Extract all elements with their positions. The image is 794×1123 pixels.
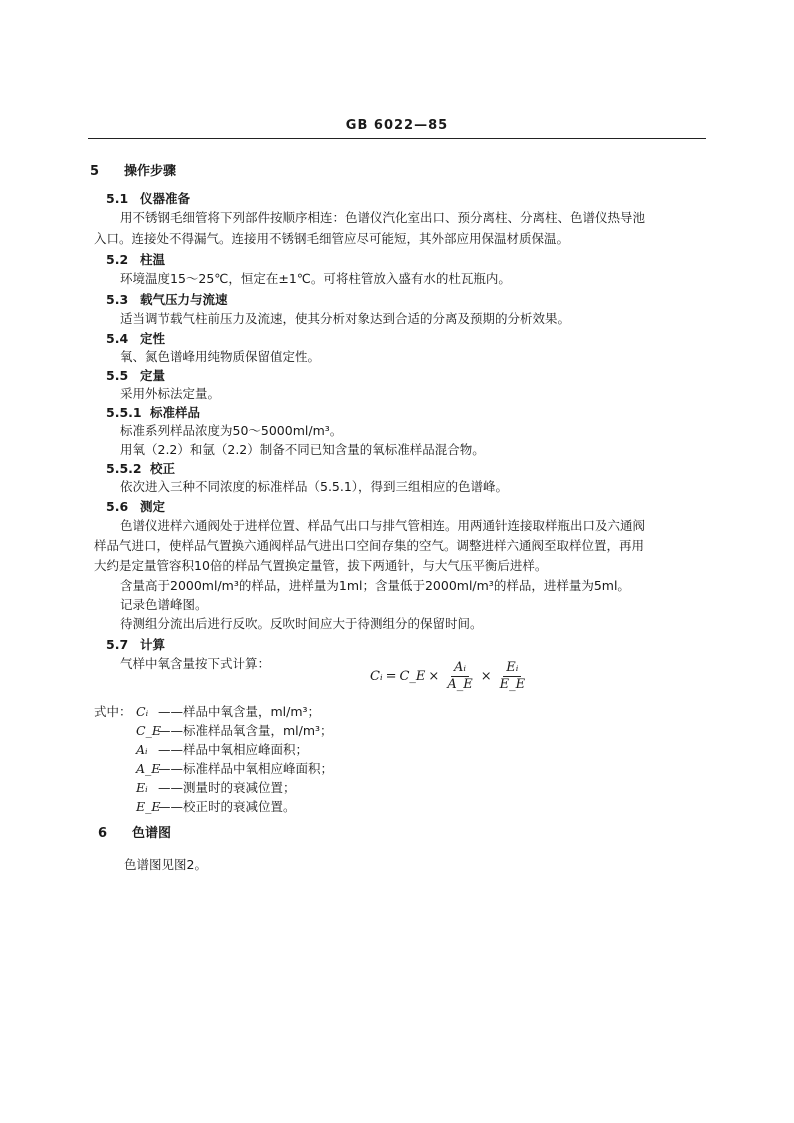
fraction-denominator: A_E [447,676,473,692]
fraction-numerator: Eᵢ [503,660,521,677]
paragraph: 采用外标法定量。 [120,386,221,401]
definition-text: ——标准样品氧含量，ml/m³； [158,723,333,738]
section-6-heading [98,825,171,843]
definition-symbol: Eᵢ [136,780,148,795]
paragraph: 气样中氧含量按下式计算： [120,656,271,671]
definition-symbol: C_E [136,723,161,738]
definition-text: ——校正时的衰减位置。 [158,799,296,814]
definition-item [136,722,333,740]
fraction-numerator: Aᵢ [451,660,469,677]
section-number: 5.1 [106,191,129,206]
definition-symbol: Aᵢ [136,742,148,757]
paragraph: 待测组分流出后进行反吹。反吹时间应大于待测组分的保留时间。 [120,616,483,631]
section-title: 测定 [140,499,166,514]
section-number: 5.3 [106,292,129,307]
definition-item [136,779,296,797]
definition-item [136,703,320,721]
formula-times: × [480,668,492,684]
definition-symbol: E_E [136,799,161,814]
section-5-7-heading [106,636,165,654]
paragraph: 依次进入三种不同浓度的标准样品（5.5.1），得到三组相应的色谱峰。 [120,479,509,494]
section-5-heading [90,163,176,181]
paragraph: 含量高于2000ml/m³的样品，进样量为1ml；含量低于2000ml/m³的样品，进样量为5ml。 [120,578,630,593]
definition-symbol: Cᵢ [136,704,149,719]
section-5-5-2-heading [106,460,175,478]
section-number: 5.7 [106,637,129,652]
definition-text: ——标准样品中氧相应峰面积； [158,761,334,776]
paragraph: 适当调节载气柱前压力及流速，使其分析对象达到合适的分离及预期的分析效果。 [120,311,571,326]
fraction-area [444,660,475,693]
definition-symbol: A_E [136,761,161,776]
definition-item [136,760,333,778]
section-title: 色谱图 [132,826,172,841]
paragraph: 色谱仪进样六通阀处于进样位置、样品气出口与排气管相连。用两通针连接取样瓶出口及六通阀 [120,518,646,533]
section-number: 5.4 [106,331,129,346]
section-title: 载气压力与流速 [140,292,228,307]
paragraph: 标准系列样品浓度为50～5000ml/m³。 [120,423,343,438]
paragraph: 大约是定量管容积10倍的样品气置换定量管，拔下两通针，与大气压平衡后进样。 [94,558,548,573]
paragraph: 记录色谱峰图。 [120,597,208,612]
oxygen-content-formula [370,655,530,697]
section-title: 校正 [150,461,176,476]
paragraph: 用不锈钢毛细管将下列部件按顺序相连：色谱仪汽化室出口、预分离柱、分离柱、色谱仪热导池 [120,210,646,225]
fraction-attenuation [497,660,528,693]
section-title: 柱温 [140,252,166,267]
section-title: 标准样品 [150,405,201,420]
definition-item [136,798,296,816]
section-number: 5.5.1 [106,405,142,420]
section-number: 5.5 [106,368,129,383]
section-5-6-heading [106,498,165,516]
section-number: 6 [98,826,108,841]
section-5-5-1-heading [106,404,200,422]
paragraph: 用氧（2.2）和氩（2.2）制备不同已知含量的氧标准样品混合物。 [120,442,485,457]
paragraph: 入口。连接处不得漏气。连接用不锈钢毛细管应尽可能短，其外部应用保温材质保温。 [94,231,570,246]
formula-times: × [428,668,440,684]
formula-ce: C_E [399,668,426,684]
where-label: 式中： [94,704,132,719]
section-5-4-heading [106,330,165,348]
definition-text: ——样品中氧相应峰面积； [158,742,309,757]
paragraph: 样品气进口，使样品气置换六通阀样品气进出口空间存集的空气。调整进样六通阀至取样位置，再用 [94,538,645,553]
section-number: 5.5.2 [106,461,142,476]
section-title: 定性 [140,331,166,346]
section-5-1-heading [106,190,190,208]
section-title: 定量 [140,368,166,383]
page-header-title: GB 6022—85 [345,118,449,133]
definition-text: ——测量时的衰减位置； [158,780,296,795]
definition-item [136,741,308,759]
section-number: 5 [90,164,100,179]
fraction-denominator: E_E [499,676,526,692]
section-5-3-heading [106,291,228,309]
section-title: 仪器准备 [140,191,191,206]
paragraph: 环境温度15～25℃，恒定在±1℃。可将柱管放入盛有水的杜瓦瓶内。 [120,271,511,286]
header-rule [88,138,706,139]
definition-text: ——样品中氧含量，ml/m³； [158,704,321,719]
section-5-5-heading [106,367,165,385]
section-number: 5.6 [106,499,129,514]
formula-lhs: Cᵢ [370,668,383,684]
section-number: 5.2 [106,252,129,267]
section-title: 计算 [140,637,166,652]
paragraph: 色谱图见图2。 [124,857,207,872]
paragraph: 氧、氮色谱峰用纯物质保留值定性。 [120,349,321,364]
section-title: 操作步骤 [124,164,177,179]
section-5-2-heading [106,251,165,269]
formula-equals: = [385,668,397,684]
